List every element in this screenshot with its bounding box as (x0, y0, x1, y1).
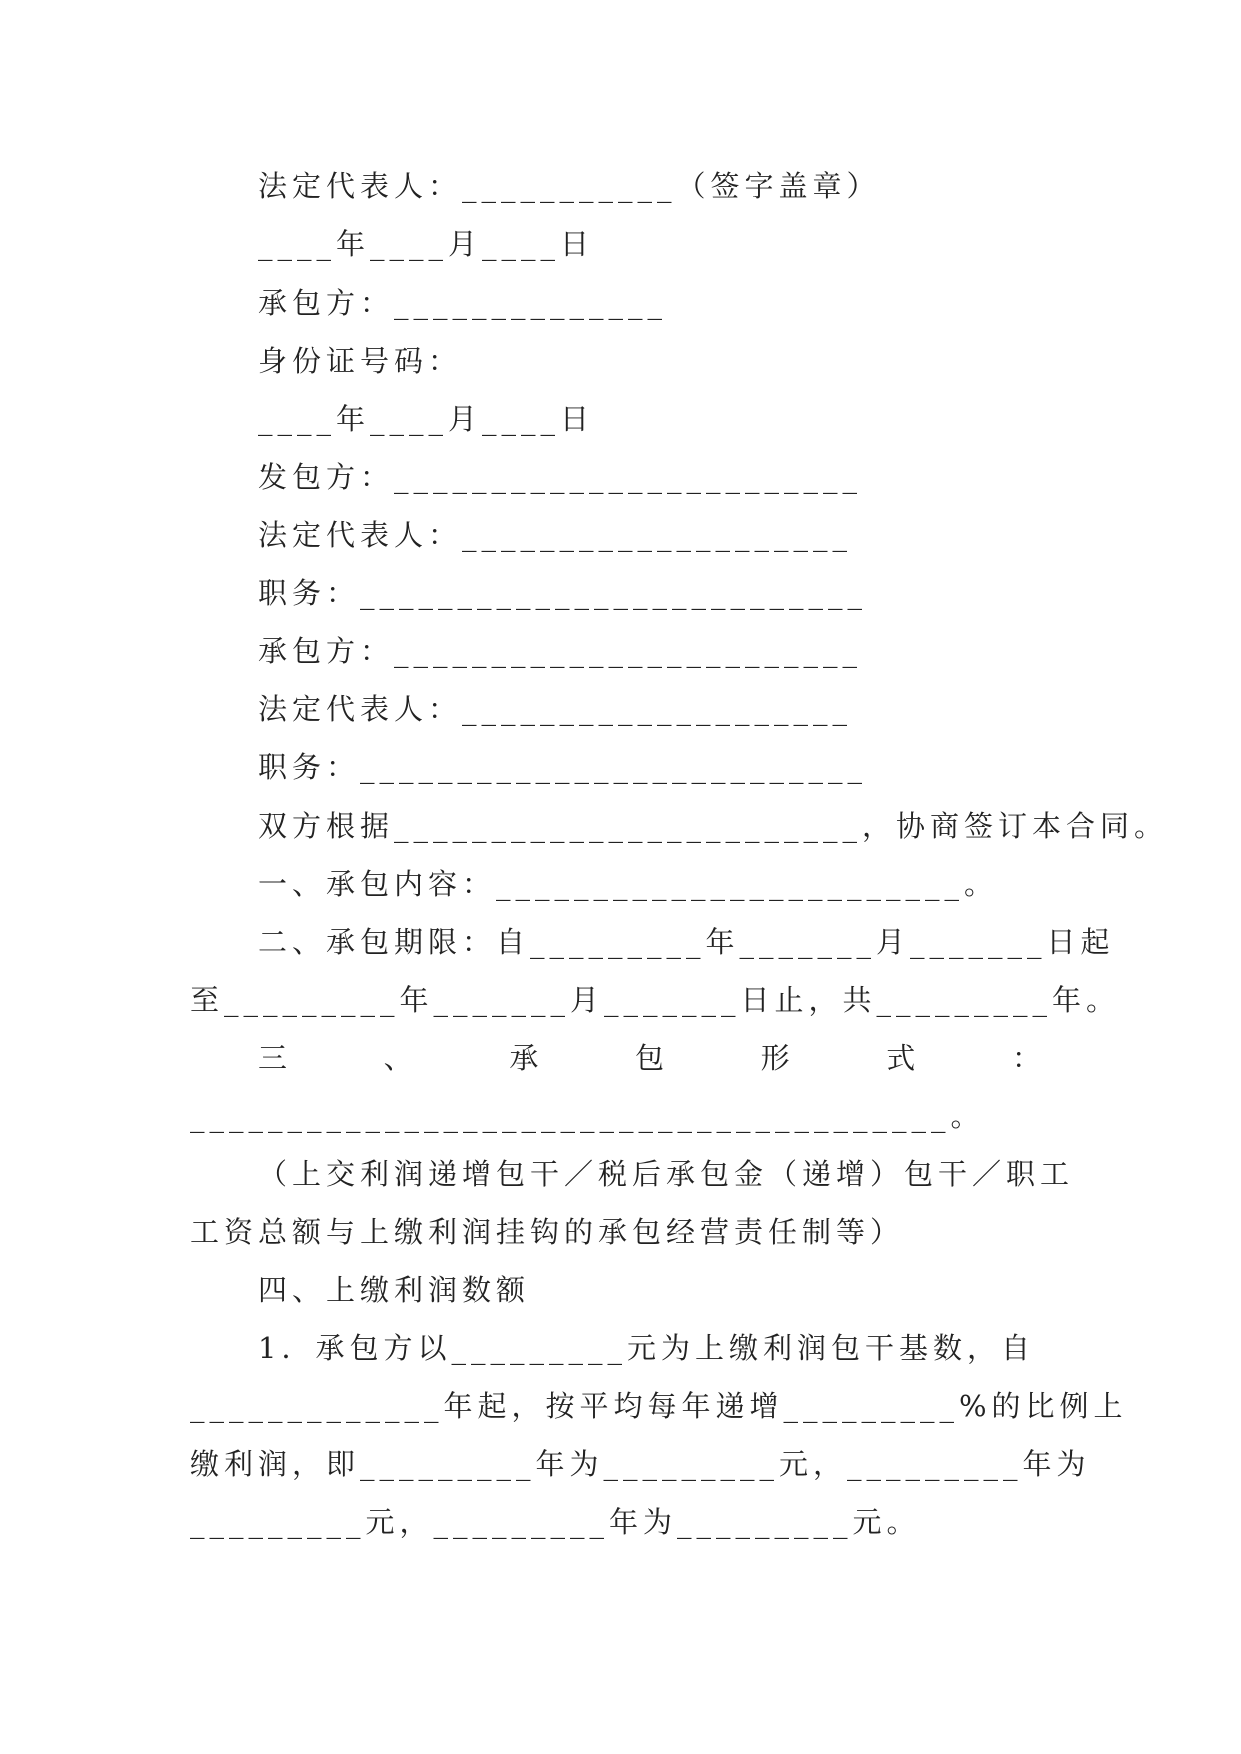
section4-item1-cont: 缴利润，即_________年为_________元，_________年为 (190, 1447, 1091, 1481)
section4-heading: 四、上缴利润数额 (258, 1273, 531, 1307)
section3-heading (258, 1038, 1041, 1078)
section2-term: 二、承包期限：自_________年_______月_______日起 (258, 925, 1115, 959)
legal-rep-signature-line: 法定代表人：___________（签字盖章） (258, 169, 881, 203)
date-line: ____年____月____日 (258, 402, 595, 436)
heading-char: ： (1011, 1041, 1041, 1075)
date-line: ____年____月____日 (258, 227, 595, 261)
section3-form-blank: _______________________________________。 (190, 1099, 985, 1133)
section1-content: 一、承包内容：________________________。 (258, 867, 999, 901)
heading-char: 三 (258, 1041, 288, 1075)
heading-char: 形 (760, 1041, 790, 1075)
contractor-line: 承包方：________________________ (258, 634, 863, 668)
section4-item1: 1．承包方以_________元为上缴利润包干基数，自 (258, 1331, 1035, 1365)
section4-item1-cont: _____________年起，按平均每年递增_________%的比例上 (190, 1389, 1128, 1423)
section2-term-cont: 至_________年_______月_______日止，共_________年。 (190, 983, 1121, 1017)
section3-note-cont: 工资总额与上缴利润挂钩的承包经营责任制等） (190, 1215, 905, 1249)
heading-char: 式 (886, 1041, 916, 1075)
position-line: 职务：__________________________ (258, 576, 868, 610)
legal-rep-line: 法定代表人：____________________ (258, 518, 853, 552)
heading-char: 包 (634, 1041, 664, 1075)
heading-char: 、 (383, 1041, 413, 1075)
id-number-line: 身份证号码： (258, 344, 463, 378)
legal-rep-line: 法定代表人：____________________ (258, 692, 853, 726)
section4-item1-cont: _________元，_________年为_________元。 (190, 1505, 921, 1539)
heading-char: 承 (509, 1041, 539, 1075)
employer-line: 发包方：________________________ (258, 460, 863, 494)
agreement-basis-line: 双方根据________________________，协商签订本合同。 (258, 809, 1169, 843)
section3-note: （上交利润递增包干／税后承包金（递增）包干／职工 (258, 1157, 1075, 1191)
position-line: 职务：__________________________ (258, 750, 868, 784)
contractor-line: 承包方：______________ (258, 286, 668, 320)
